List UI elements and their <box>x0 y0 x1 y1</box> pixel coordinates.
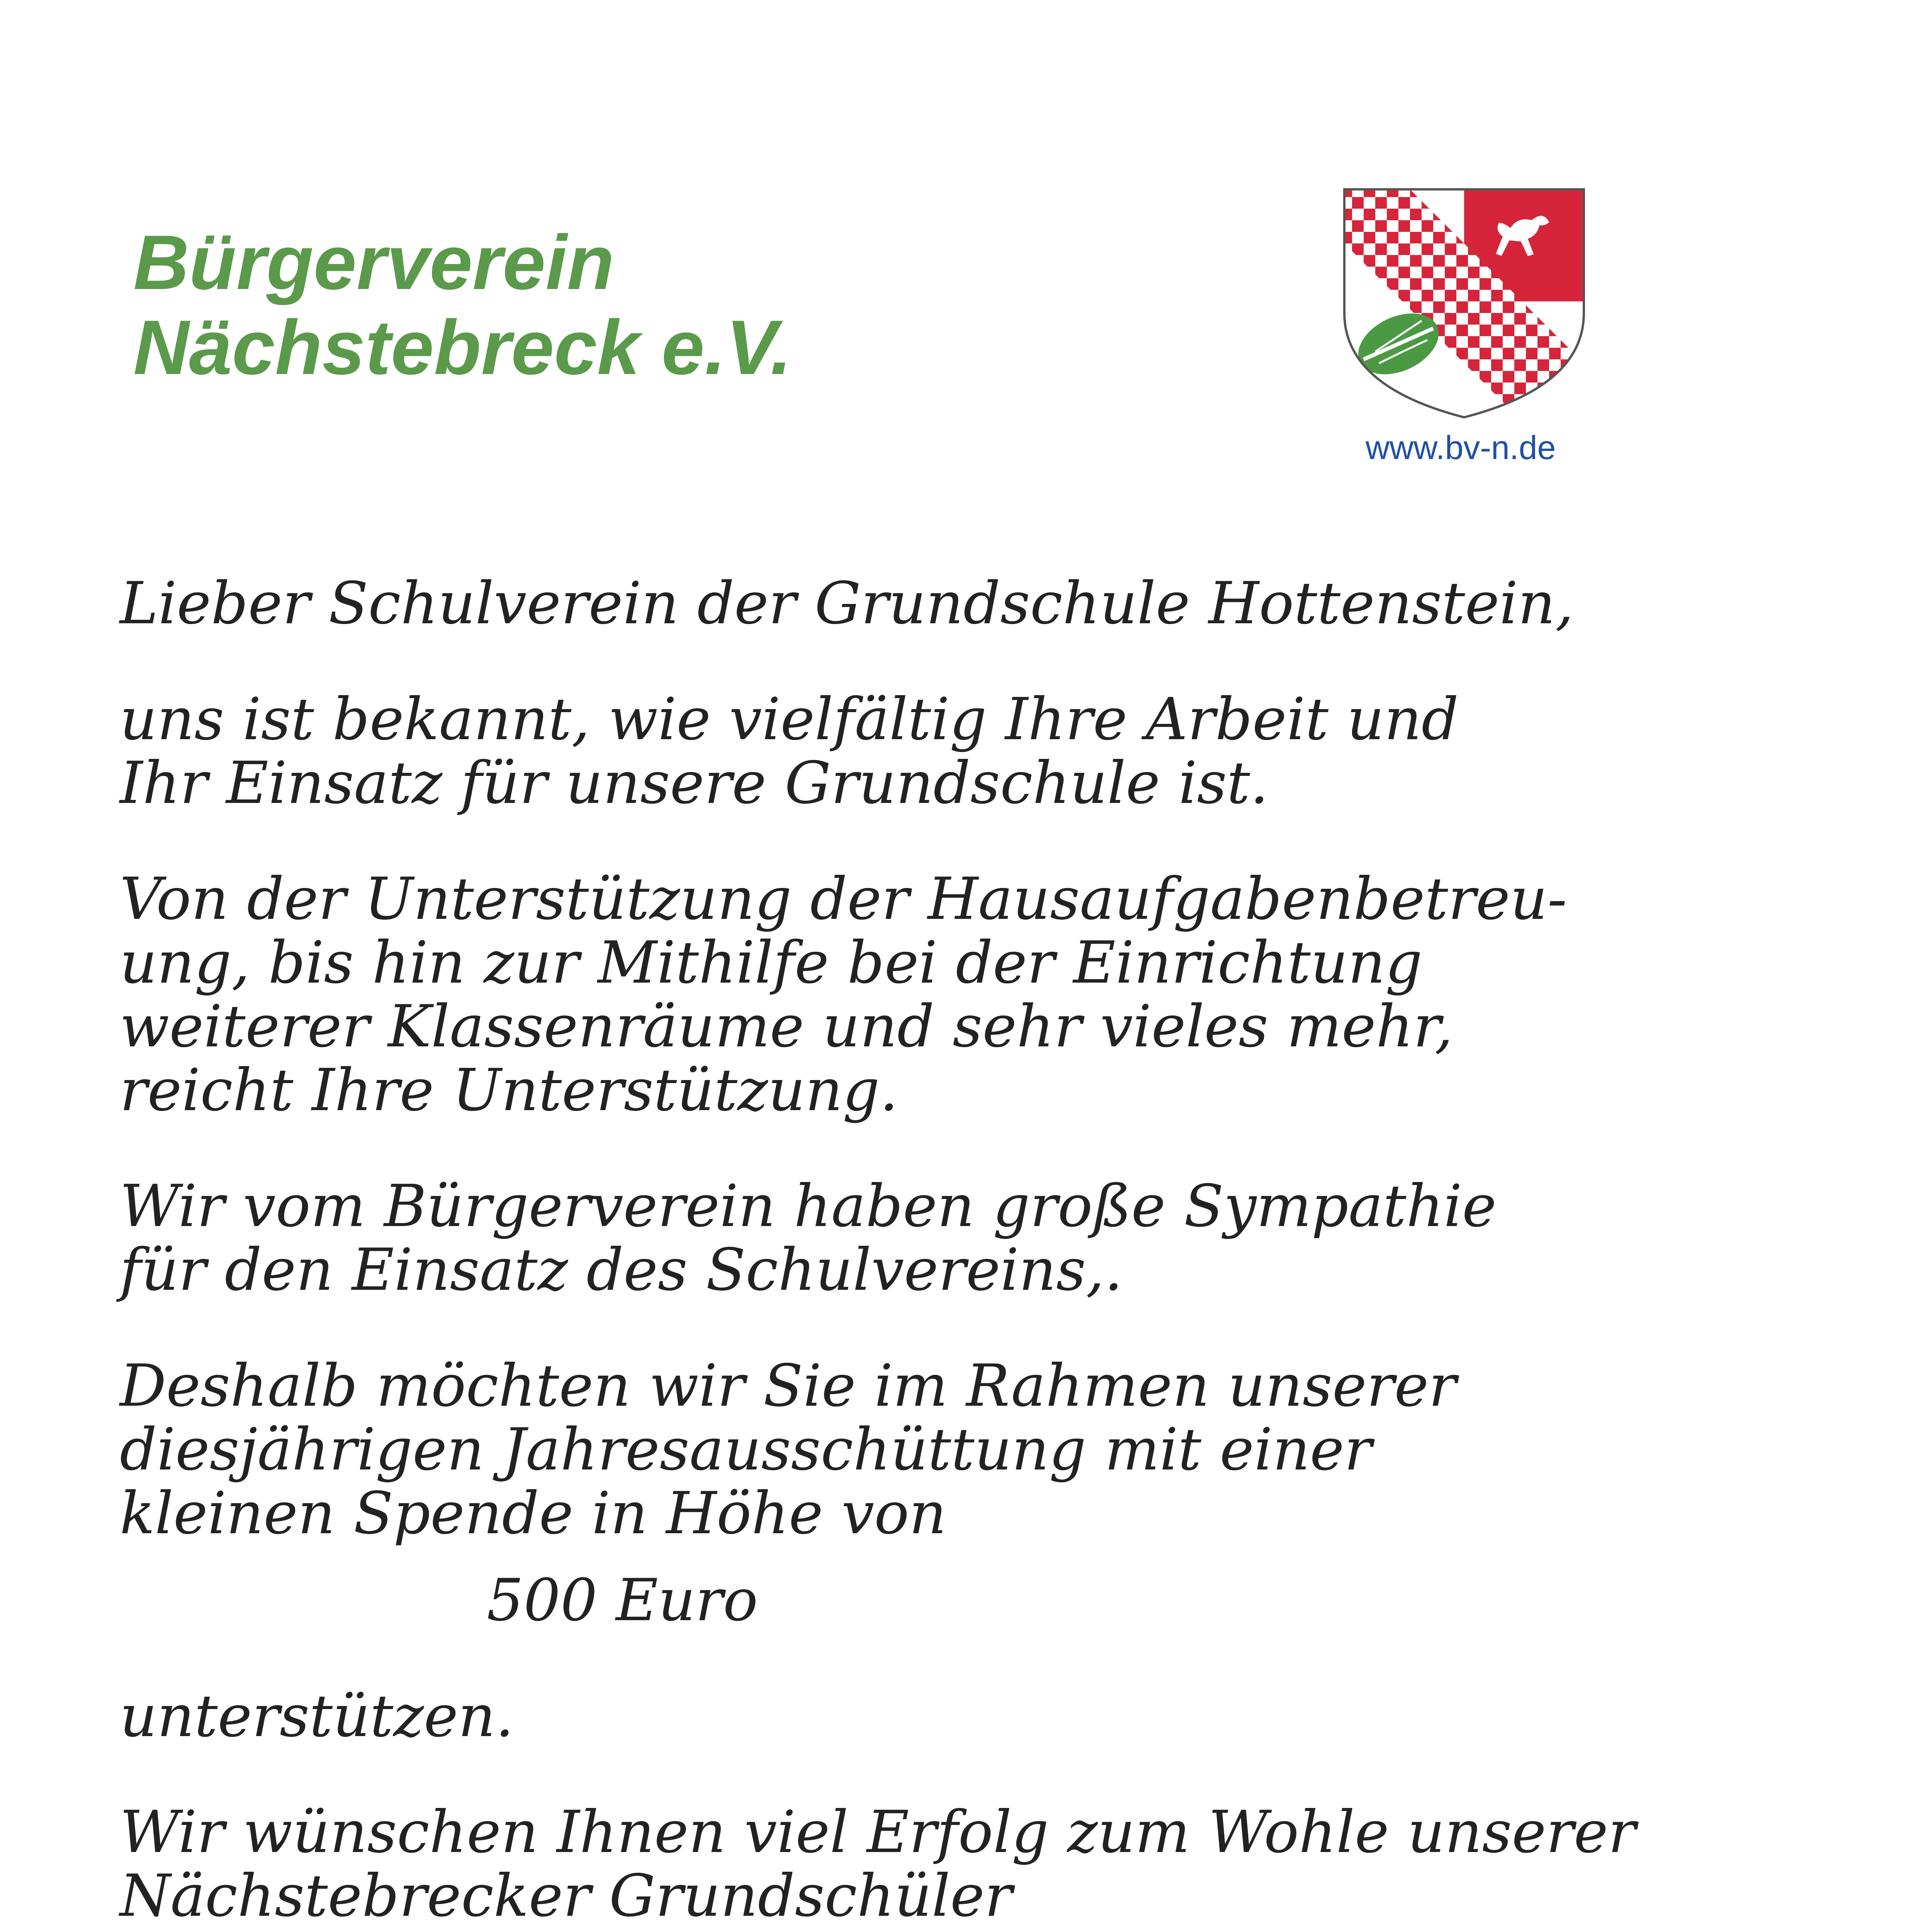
paragraph-line: Ihr Einsatz für unsere Grundschule ist. <box>120 750 1269 817</box>
org-name-line2: Nächstebreck e.V. <box>133 304 792 391</box>
paragraph-line: Wir vom Bürgerverein haben große Sympathie <box>120 1173 1497 1240</box>
letter-body <box>120 572 1665 1932</box>
paragraph-line: Nächstebrecker Grundschüler <box>120 1862 1013 1930</box>
paragraph-line: uns ist bekannt, wie vielfältig Ihre Arbeit und <box>120 686 1459 753</box>
paragraph-line: reicht Ihre Unterstützung. <box>120 1057 898 1124</box>
org-name <box>133 220 792 390</box>
paragraph-line: kleinen Spende in Höhe von <box>120 1480 946 1547</box>
paragraph-3 <box>120 1175 1665 1302</box>
paragraph-line: weiterer Klassenräume und sehr vieles mehr, <box>120 993 1453 1060</box>
website-link[interactable]: www.bv-n.de <box>1366 429 1556 466</box>
paragraph-5 <box>120 1685 1665 1748</box>
paragraph-2 <box>120 867 1665 1122</box>
salutation <box>120 572 1665 636</box>
paragraph-line: für den Einsatz des Schulvereins,. <box>120 1236 1123 1304</box>
coat-of-arms-icon <box>1340 185 1588 421</box>
paragraph-4 <box>120 1354 1665 1546</box>
paragraph-line: unterstützen. <box>120 1683 514 1750</box>
paragraph-1 <box>120 688 1665 815</box>
donation-amount: 500 Euro <box>487 1567 758 1634</box>
paragraph-6 <box>120 1801 1665 1928</box>
paragraph-line: Deshalb möchten wir Sie im Rahmen unserer <box>120 1352 1456 1420</box>
paragraph-line: Von der Unterstützung der Hausaufgabenbetreu- <box>120 866 1567 933</box>
org-name-line1: Bürgerverein <box>133 219 614 306</box>
paragraph-line: diesjährigen Jahresausschüttung mit einer <box>120 1416 1372 1483</box>
salutation-line: Lieber Schulverein der Grundschule Hottenstein, <box>120 570 1574 637</box>
paragraph-line: ung, bis hin zur Mithilfe bei der Einrichtung <box>120 929 1422 997</box>
paragraph-line: Wir wünschen Ihnen viel Erfolg zum Wohle unserer <box>120 1799 1636 1866</box>
